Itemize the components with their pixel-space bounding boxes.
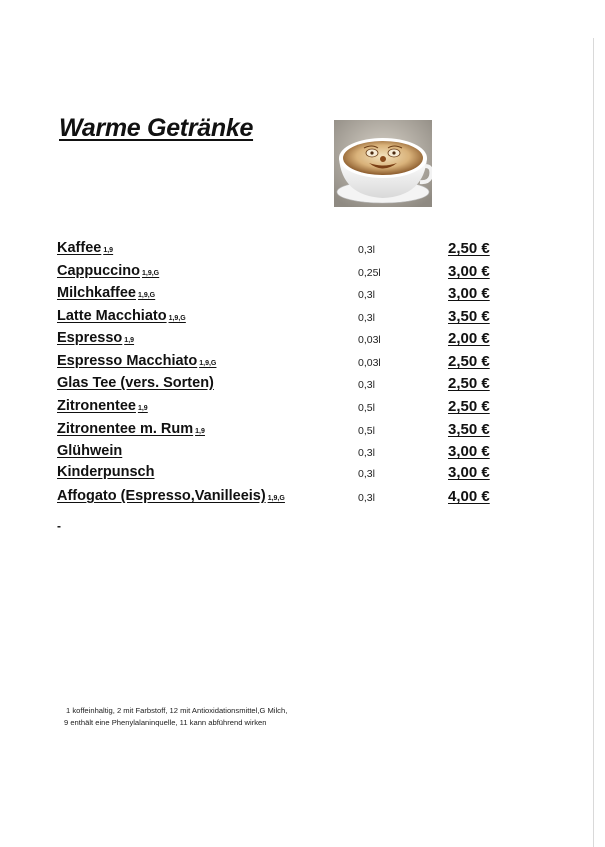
menu-item: [57, 488, 497, 508]
menu-item-name: [57, 375, 214, 391]
coffee-cup-clown-latte-art-icon: [334, 120, 432, 207]
menu-item-price: 3,00 €: [448, 464, 490, 481]
menu-item-name-text: Glas Tee (vers. Sorten): [57, 375, 214, 391]
menu-item: [57, 443, 497, 463]
menu-item-price: 3,00 €: [448, 443, 490, 460]
menu-item-name: [57, 464, 154, 480]
menu-item-name-text: Cappuccino: [57, 263, 140, 279]
menu-item-name-text: Milchkaffee: [57, 285, 136, 301]
menu-item-name-text: Espresso: [57, 330, 123, 346]
menu-item-price: 3,00 €: [448, 285, 490, 302]
menu-item-name: [57, 240, 113, 256]
footnote: [64, 705, 287, 729]
page-title: Warme Getränke: [59, 114, 254, 142]
menu-item-allergens: 1,9: [103, 247, 114, 254]
menu-item-price: 2,00 €: [448, 330, 490, 347]
menu-item: [57, 398, 497, 418]
menu-item-volume: 0,5l: [358, 402, 375, 414]
menu-item: [57, 263, 497, 283]
menu-item-name: [57, 353, 216, 369]
menu-item-price: 2,50 €: [448, 240, 490, 257]
menu-item-volume: 0,3l: [358, 312, 375, 324]
menu-item: [57, 285, 497, 305]
menu-item-allergens: 1,9,G: [199, 360, 217, 367]
menu-item: [57, 308, 497, 328]
page-edge: [593, 38, 594, 847]
menu-item: [57, 330, 497, 350]
menu-item-price: 2,50 €: [448, 375, 490, 392]
menu-item-name-text: Affogato (Espresso,Vanilleeis): [57, 488, 266, 504]
menu-item-price: 2,50 €: [448, 398, 490, 415]
menu-item-volume: 0,03l: [358, 334, 381, 346]
menu-item-price: 3,50 €: [448, 308, 490, 325]
menu-item: [57, 421, 497, 441]
menu-item-name-text: Zitronentee: [57, 398, 136, 414]
menu-item-volume: 0,3l: [358, 379, 375, 391]
menu-item-allergens: 1,9,G: [168, 315, 186, 322]
menu-item-price: 4,00 €: [448, 488, 490, 505]
menu-item: [57, 375, 497, 395]
menu-item-name: [57, 285, 155, 301]
footnote-line-1: 1 koffeinhaltig, 2 mit Farbstoff, 12 mit Antioxidationsmittel,G Milch,: [66, 706, 288, 715]
menu-item-volume: 0,3l: [358, 289, 375, 301]
menu-item-volume: 0,03l: [358, 357, 381, 369]
menu-item-name-text: Kinderpunsch: [57, 464, 155, 480]
menu-item-allergens: 1,9,G: [267, 495, 285, 502]
menu-item-name-text: Espresso Macchiato: [57, 353, 198, 369]
menu-item-volume: 0,25l: [358, 267, 381, 279]
menu-item-allergens: 1,9: [195, 428, 205, 435]
menu-item-name-text: Latte Macchiato: [57, 308, 167, 324]
menu-item-volume: 0,5l: [358, 425, 375, 437]
menu-item-allergens: 1,9: [124, 337, 135, 344]
menu-item-name-text: Kaffee: [57, 240, 102, 256]
footnote-line-2: 9 enthält eine Phenylalaninquelle, 11 kann abführend wirken: [64, 718, 267, 727]
menu-item-name: [57, 488, 285, 504]
menu-item: [57, 353, 497, 373]
menu-item-name-text: Zitronentee m. Rum: [57, 421, 194, 437]
menu-item-name: [57, 398, 148, 414]
dash-mark: -: [57, 519, 61, 533]
menu-item-allergens: 1,9,G: [141, 270, 160, 277]
menu-item: [57, 464, 497, 484]
menu-item-name: [57, 421, 205, 437]
menu-item-name: [57, 443, 122, 459]
menu-item-name-text: Glühwein: [57, 443, 123, 459]
menu-item-volume: 0,3l: [358, 244, 375, 256]
menu-item-volume: 0,3l: [358, 447, 375, 459]
menu-item-name: [57, 263, 159, 279]
menu-item-allergens: 1,9: [137, 405, 148, 412]
menu-item-price: 3,50 €: [448, 421, 490, 438]
menu-item-volume: 0,3l: [358, 492, 375, 504]
menu-item-price: 2,50 €: [448, 353, 490, 370]
menu-item-allergens: 1,9,G: [137, 292, 156, 299]
menu-item-volume: 0,3l: [358, 468, 375, 480]
menu-item-name: [57, 308, 186, 324]
menu-item-name: [57, 330, 134, 346]
menu-item: [57, 240, 497, 260]
menu-item-price: 3,00 €: [448, 263, 490, 280]
